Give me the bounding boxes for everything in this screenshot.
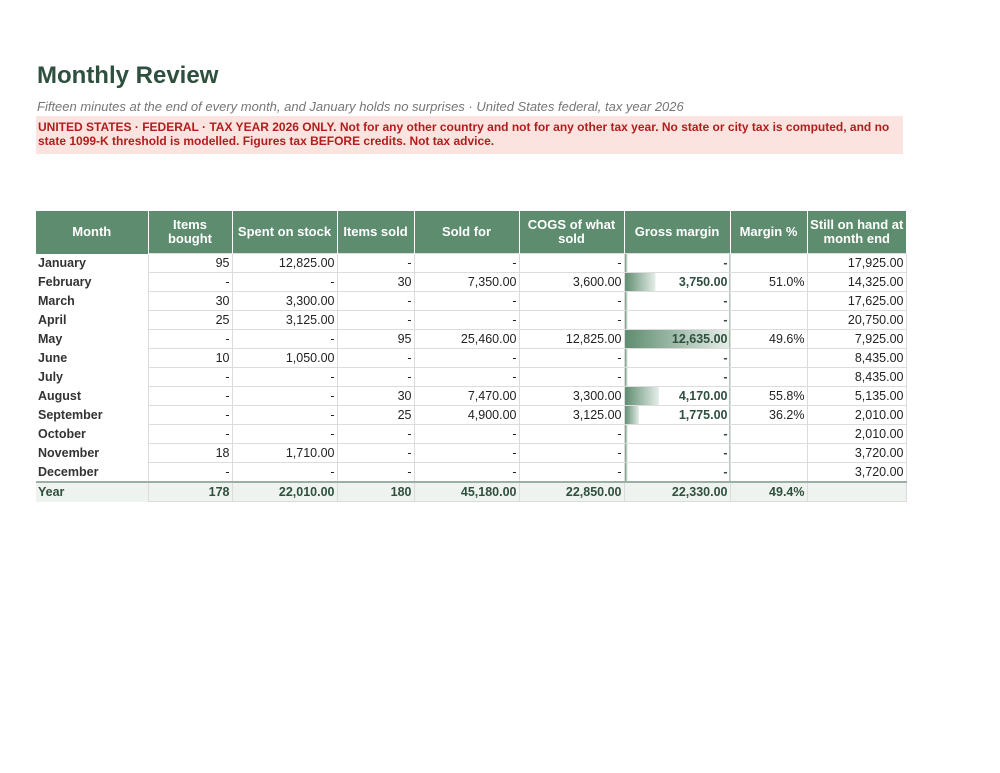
items-bought-cell: 18: [148, 444, 232, 463]
table-row: [36, 387, 906, 406]
spent-on-stock-cell: -: [232, 330, 337, 349]
spent-on-stock-cell: 3,125.00: [232, 311, 337, 330]
items-bought-cell: -: [148, 273, 232, 292]
on-hand-cell: 3,720.00: [807, 463, 906, 483]
items-sold-cell: -: [337, 368, 414, 387]
items-sold-cell: 30: [337, 273, 414, 292]
on-hand-cell: 8,435.00: [807, 349, 906, 368]
column-header: Margin %: [730, 211, 807, 254]
sold-for-cell: -: [414, 368, 519, 387]
margin-percent-cell: 55.8%: [730, 387, 807, 406]
monthly-review-table: [36, 211, 907, 502]
spent-on-stock-cell: -: [232, 368, 337, 387]
total-sold-for-cell: 45,180.00: [414, 482, 519, 502]
month-cell: June: [38, 351, 68, 365]
on-hand-cell: 17,925.00: [807, 254, 906, 273]
items-bought-cell: -: [148, 425, 232, 444]
gross-margin-cell: -: [624, 349, 730, 368]
table-row: [36, 273, 906, 292]
gross-margin-cell: -: [624, 425, 730, 444]
cogs-cell: 12,825.00: [519, 330, 624, 349]
table-header-row: [36, 211, 906, 254]
month-cell: August: [38, 389, 82, 403]
sold-for-cell: -: [414, 463, 519, 483]
cogs-cell: -: [519, 425, 624, 444]
table-row: [36, 330, 906, 349]
sold-for-cell: 25,460.00: [414, 330, 519, 349]
items-bought-cell: 10: [148, 349, 232, 368]
on-hand-cell: 14,325.00: [807, 273, 906, 292]
column-header: Items sold: [337, 211, 414, 254]
margin-percent-cell: [730, 349, 807, 368]
margin-percent-cell: [730, 368, 807, 387]
on-hand-cell: 17,625.00: [807, 292, 906, 311]
gross-margin-cell: -: [624, 311, 730, 330]
cogs-cell: -: [519, 463, 624, 483]
table-row: [36, 425, 906, 444]
column-header: Spent on stock: [232, 211, 337, 254]
on-hand-cell: 8,435.00: [807, 368, 906, 387]
on-hand-cell: 5,135.00: [807, 387, 906, 406]
table-row: [36, 311, 906, 330]
table-row: [36, 368, 906, 387]
items-sold-cell: -: [337, 311, 414, 330]
month-cell: April: [38, 313, 67, 327]
month-cell: November: [38, 446, 100, 460]
page-subtitle: Fifteen minutes at the end of every month, and January holds no surprises · United States federal, tax year 2026: [37, 99, 684, 114]
sold-for-cell: -: [414, 444, 519, 463]
gross-margin-cell: -: [624, 254, 730, 273]
items-sold-cell: -: [337, 292, 414, 311]
items-bought-cell: 30: [148, 292, 232, 311]
column-header: Sold for: [414, 211, 519, 254]
sold-for-cell: -: [414, 292, 519, 311]
items-sold-cell: 25: [337, 406, 414, 425]
items-bought-cell: -: [148, 387, 232, 406]
spent-on-stock-cell: -: [232, 425, 337, 444]
spent-on-stock-cell: 12,825.00: [232, 254, 337, 273]
cogs-cell: 3,300.00: [519, 387, 624, 406]
spent-on-stock-cell: -: [232, 406, 337, 425]
column-header: COGS of what sold: [519, 211, 624, 254]
table-row: [36, 292, 906, 311]
margin-percent-cell: [730, 463, 807, 483]
cogs-cell: 3,125.00: [519, 406, 624, 425]
page-title: Monthly Review: [37, 62, 219, 89]
margin-percent-cell: [730, 444, 807, 463]
items-bought-cell: -: [148, 463, 232, 483]
cogs-cell: -: [519, 254, 624, 273]
spent-on-stock-cell: -: [232, 387, 337, 406]
total-month-cell: Year: [36, 482, 148, 502]
column-header: Gross margin: [624, 211, 730, 254]
sold-for-cell: 4,900.00: [414, 406, 519, 425]
margin-percent-cell: [730, 425, 807, 444]
table-row: [36, 349, 906, 368]
month-cell: February: [38, 275, 92, 289]
total-items-bought-cell: 178: [148, 482, 232, 502]
gross-margin-cell: -: [624, 444, 730, 463]
items-bought-cell: 95: [148, 254, 232, 273]
total-margin-percent-cell: 49.4%: [730, 482, 807, 502]
cogs-cell: -: [519, 292, 624, 311]
table-row: [36, 463, 906, 483]
column-header: Still on hand at month end: [807, 211, 906, 254]
table-total-row: [36, 482, 906, 502]
total-items-sold-cell: 180: [337, 482, 414, 502]
gross-margin-cell: -: [624, 463, 730, 483]
month-cell: March: [38, 294, 75, 308]
items-sold-cell: -: [337, 444, 414, 463]
margin-percent-cell: [730, 311, 807, 330]
margin-percent-cell: 49.6%: [730, 330, 807, 349]
gross-margin-cell: 1,775.00: [624, 406, 730, 425]
cogs-cell: -: [519, 349, 624, 368]
scope-warning-banner: UNITED STATES · FEDERAL · TAX YEAR 2026 ONLY. Not for any other country and not for any other tax year. No state or city tax is computed, and no state 1099-K threshold is modelled. Figures tax BEFORE credits. Not tax advice.: [36, 116, 903, 154]
gross-margin-cell: -: [624, 368, 730, 387]
items-bought-cell: -: [148, 368, 232, 387]
month-cell: December: [38, 464, 99, 479]
sold-for-cell: 7,470.00: [414, 387, 519, 406]
table-row: [36, 406, 906, 425]
margin-percent-cell: [730, 254, 807, 273]
margin-percent-cell: 51.0%: [730, 273, 807, 292]
on-hand-cell: 2,010.00: [807, 425, 906, 444]
sold-for-cell: -: [414, 349, 519, 368]
gross-margin-cell: -: [624, 292, 730, 311]
spent-on-stock-cell: 1,050.00: [232, 349, 337, 368]
items-sold-cell: -: [337, 425, 414, 444]
column-header: Items bought: [148, 211, 232, 254]
on-hand-cell: 20,750.00: [807, 311, 906, 330]
cogs-cell: -: [519, 368, 624, 387]
month-cell: May: [38, 332, 63, 346]
total-cogs-cell: 22,850.00: [519, 482, 624, 502]
table-row: [36, 254, 906, 273]
cogs-cell: -: [519, 311, 624, 330]
items-sold-cell: -: [337, 349, 414, 368]
items-sold-cell: -: [337, 254, 414, 273]
margin-percent-cell: [730, 292, 807, 311]
items-bought-cell: -: [148, 406, 232, 425]
total-on-hand-cell: [807, 482, 906, 502]
items-sold-cell: -: [337, 463, 414, 483]
total-gross-margin-cell: 22,330.00: [624, 482, 730, 502]
items-sold-cell: 30: [337, 387, 414, 406]
sold-for-cell: -: [414, 311, 519, 330]
gross-margin-cell: 3,750.00: [624, 273, 730, 292]
cogs-cell: -: [519, 444, 624, 463]
spent-on-stock-cell: -: [232, 463, 337, 483]
sold-for-cell: -: [414, 254, 519, 273]
table-row: [36, 444, 906, 463]
sold-for-cell: 7,350.00: [414, 273, 519, 292]
column-header: Month: [36, 211, 148, 254]
gross-margin-cell: 12,635.00: [624, 330, 730, 349]
spent-on-stock-cell: 1,710.00: [232, 444, 337, 463]
sold-for-cell: -: [414, 425, 519, 444]
cogs-cell: 3,600.00: [519, 273, 624, 292]
items-bought-cell: 25: [148, 311, 232, 330]
on-hand-cell: 7,925.00: [807, 330, 906, 349]
month-cell: January: [38, 256, 86, 270]
month-cell: October: [38, 427, 86, 441]
on-hand-cell: 2,010.00: [807, 406, 906, 425]
total-spent-on-stock-cell: 22,010.00: [232, 482, 337, 502]
margin-percent-cell: 36.2%: [730, 406, 807, 425]
items-bought-cell: -: [148, 330, 232, 349]
on-hand-cell: 3,720.00: [807, 444, 906, 463]
month-cell: September: [38, 408, 103, 422]
gross-margin-cell: 4,170.00: [624, 387, 730, 406]
spent-on-stock-cell: -: [232, 273, 337, 292]
spent-on-stock-cell: 3,300.00: [232, 292, 337, 311]
items-sold-cell: 95: [337, 330, 414, 349]
month-cell: July: [38, 370, 64, 384]
